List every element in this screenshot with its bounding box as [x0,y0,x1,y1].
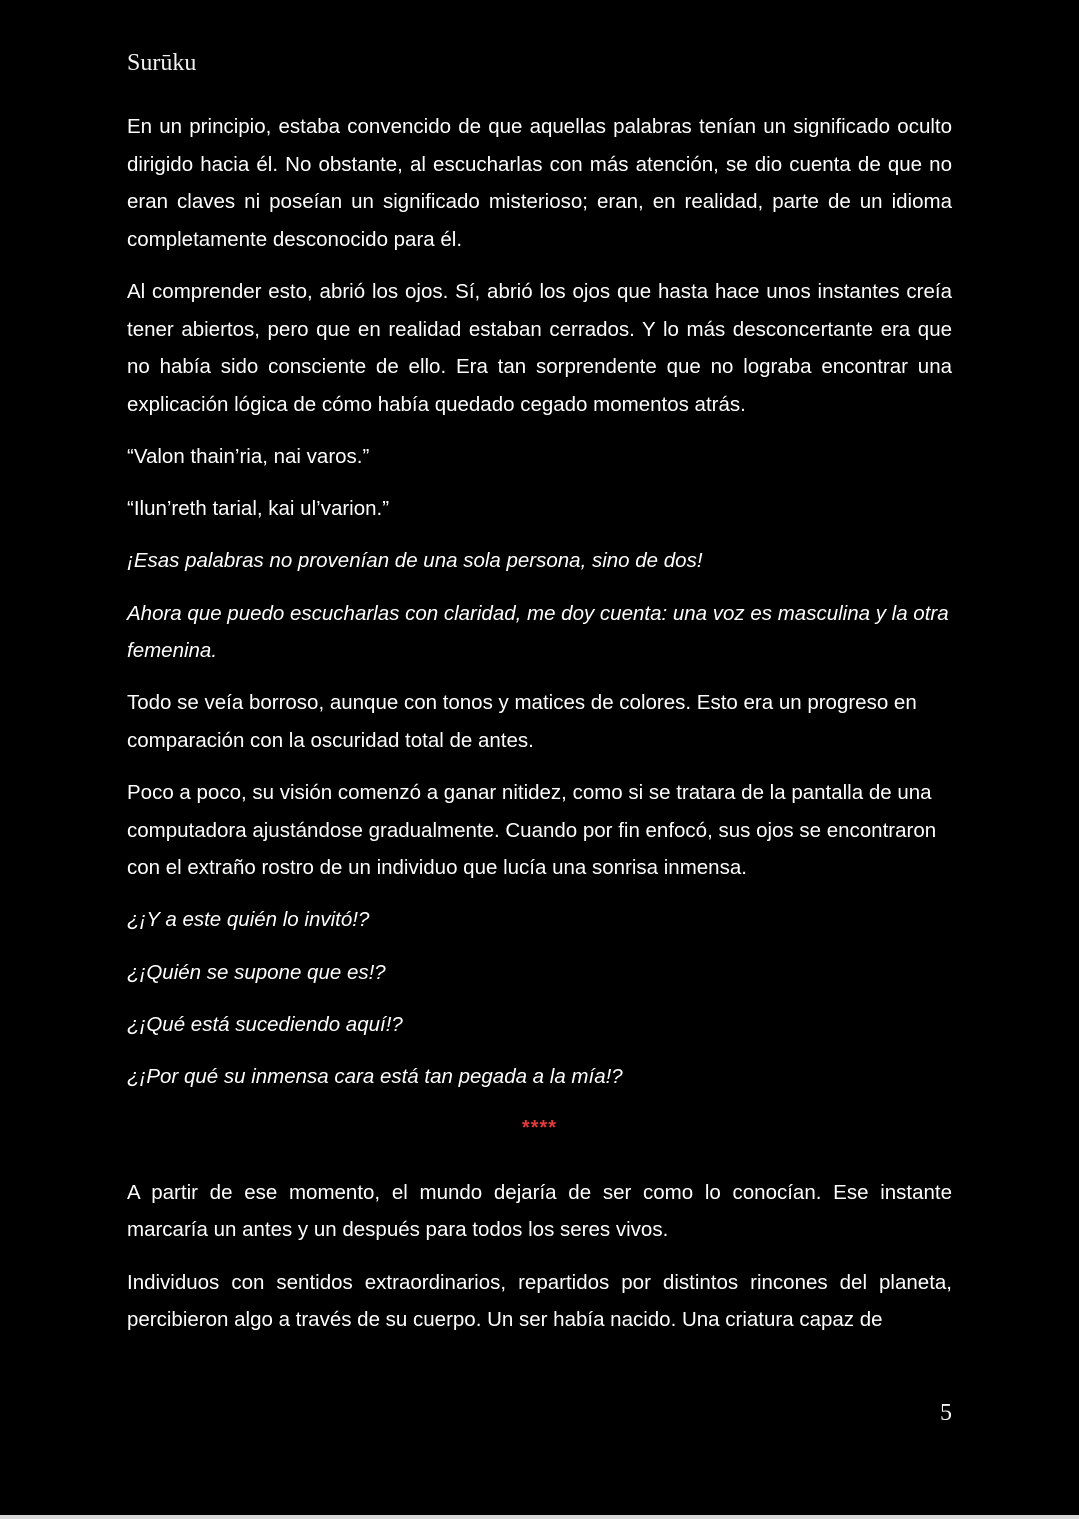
paragraph: Individuos con sentidos extraordinarios, repartidos por distintos rincones del planeta, percibieron algo a través de su cuerpo. Un ser había nacido. Una criatura capaz de [127,1270,952,1332]
paragraph: Poco a poco, su visión comenzó a ganar nitidez, como si se tratara de la pantalla de una computadora ajustándose gradualmente. Cuando por fin enfocó, sus ojos se encontraron con el extraño rostro de un individuo que lucía una sonrisa inmensa. [127,781,937,880]
inner-thought: ¡Esas palabras no provenían de una sola persona, sino de dos! [127,549,703,573]
inner-thought: Ahora que puedo escucharlas con claridad, me doy cuenta: una voz es masculina y la otra femenina. [127,601,949,663]
inner-thought: ¿¡Quién se supone que es!? [127,960,386,984]
dialogue-line: “Valon thain’ria, nai varos.” [127,444,370,468]
paragraph: En un principio, estaba convencido de que aquellas palabras tenían un significado oculto dirigido hacia él. No obstante, al escucharlas con más atención, se dio cuenta de que no eran claves ni poseían un significado misterioso; eran, en realidad, parte de un idioma completamente desconocido para él. [127,115,952,251]
dialogue-line: “Ilun’reth tarial, kai ul’varion.” [127,497,390,521]
running-header-title: Surūku [127,50,197,76]
paragraph: Todo se veía borroso, aunque con tonos y matices de colores. Esto era un progreso en comparación con la oscuridad total de antes. [127,691,917,752]
paragraph: A partir de ese momento, el mundo dejaría de ser como lo conocían. Ese instante marcaría un antes y un después para todos los seres vivos. [127,1180,952,1242]
body-text [127,108,952,1353]
inner-thought: ¿¡Por qué su inmensa cara está tan pegada a la mía!? [127,1065,623,1088]
page-number: 5 [940,1400,952,1426]
inner-thought: ¿¡Qué está sucediendo aquí!? [127,1012,403,1036]
inner-thought: ¿¡Y a este quién lo invitó!? [127,908,370,932]
scene-break-separator: **** [521,1117,558,1140]
paragraph: Al comprender esto, abrió los ojos. Sí, abrió los ojos que hasta hace unos instantes creía tener abiertos, pero que en realidad estaban cerrados. Y lo más desconcertante era que no había sido consciente de ello. Era tan sorprendente que no lograba encontrar una explicación lógica de cómo había quedado cegado momentos atrás. [127,279,952,416]
